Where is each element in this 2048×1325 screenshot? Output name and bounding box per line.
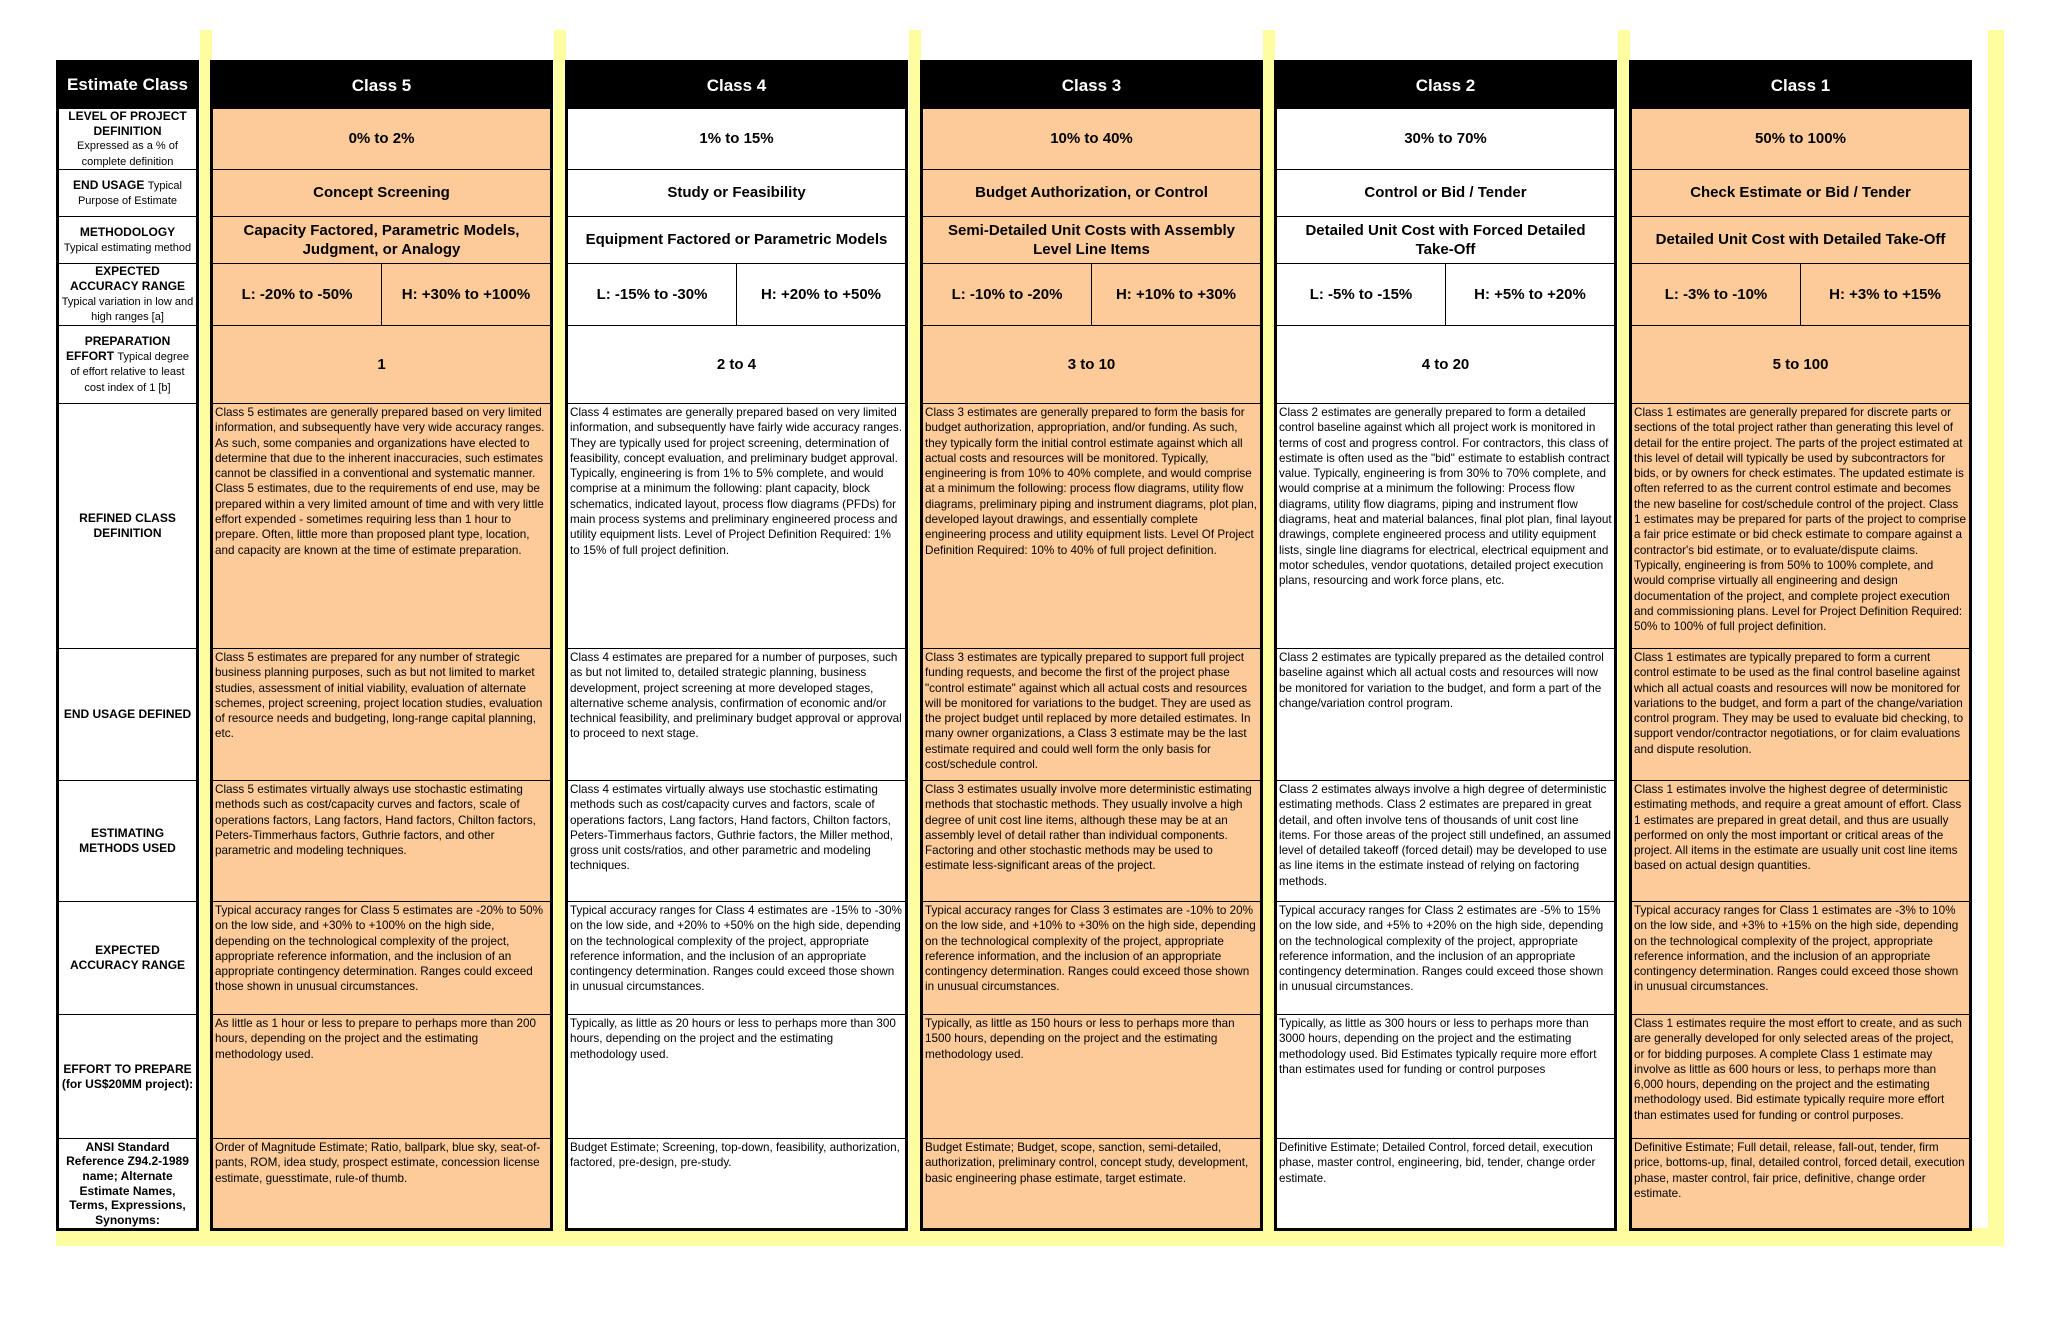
accuracy-range-cells — [1632, 263, 1969, 325]
methodology-value: Equipment Factored or Parametric Models — [568, 216, 905, 263]
methodology-value: Capacity Factored, Parametric Models, Judgment, or Analogy — [213, 216, 550, 263]
estimating-methods-text: Class 4 estimates virtually always use stochastic estimating methods such as cost/capacity curves and factors, scale of operations factors, Lang factors, Hand factors, Chilton factors, Peters-Timmerhaus factors, Guthrie factors, the Miller method, gross unit costs/ratios, and other parametric and modeling techniques. — [568, 780, 905, 901]
expected-accuracy-text: Typical accuracy ranges for Class 5 estimates are -20% to 50% on the low side, and +30% to +100% on the high side, depending on the technological complexity of the project, appropriate reference information, and the inclusion of an appropriate contingency determination. Ranges could exceed those shown in unusual circumstances. — [213, 901, 550, 1014]
end-usage-defined-text: Class 2 estimates are typically prepared as the detailed control baseline against which all actual costs and resources will now be monitored for variation to the budget, and form a part of the change/variation control program. — [1277, 648, 1614, 780]
refined-definition-text: Class 1 estimates are generally prepared for discrete parts or sections of the total project rather than generating this level of detail for the entire project. The parts of the project estimated at this level of detail will typically be used by subcontractors for bids, or by owners for check estimates. The updated estimate is often referred to as the current control estimate and becomes the new baseline for cost/schedule control of the project. Class 1 estimates may be prepared for parts of the project to comprise a fair price estimate or bid check estimate to compare against a contractor's bid estimate, or to evaluate/dispute claims. Typically, engineering is from 50% to 100% complete, and would comprise virtually all engineering and design documentation of the project, and complete project execution and commissioning plans. Level for Project Definition Required: 50% to 100% of full project definition. — [1632, 403, 1969, 648]
accuracy-high-value: H: +5% to +20% — [1445, 264, 1614, 325]
level-of-definition-value: 10% to 40% — [923, 108, 1260, 169]
refined-definition-text: Class 3 estimates are generally prepared to form the basis for budget authorization, appropriation, and/or funding. As such, they typically form the initial control estimate against which all actual costs and resources will be monitored. Typically, engineering is from 10% to 40% complete, and would comprise at a minimum the following: process flow diagrams, utility flow diagrams, preliminary piping and instrument diagrams, plot plan, developed layout drawings, and essentially complete engineering process and utility equipment lists. Level Of Project Definition Required: 10% to 40% of full project definition. — [923, 403, 1260, 648]
level-of-definition-value: 50% to 100% — [1632, 108, 1969, 169]
label-refined-class-definition: REFINED CLASS DEFINITION — [59, 403, 196, 648]
accuracy-range-cells — [1277, 263, 1614, 325]
class-3-column — [920, 60, 1263, 1231]
label-expected-accuracy: EXPECTED ACCURACY RANGE Typical variation in low and high ranges [a] — [59, 263, 196, 325]
label-methodology: METHODOLOGY Typical estimating method — [59, 216, 196, 263]
ansi-names-text: Definitive Estimate; Detailed Control, forced detail, execution phase, master control, engineering, bid, tender, change order estimate. — [1277, 1138, 1614, 1228]
level-of-definition-value: 1% to 15% — [568, 108, 905, 169]
end-usage-defined-text: Class 1 estimates are typically prepared to form a current control estimate to be used as the final control baseline against which all actual coasts and resources will now be monitored for variations to the budget, and form a part of the change/variation control program. They may be used to evaluate bid checking, to support vendor/contractor negotiations, or for claim evaluations and dispute resolution. — [1632, 648, 1969, 780]
expected-accuracy-text: Typical accuracy ranges for Class 2 estimates are -5% to 15% on the low side, and +5% to +20% on the high side, depending on the technological complexity of the project, appropriate reference information, and the inclusion of an appropriate contingency determination. Ranges could exceed those shown in unusual circumstances. — [1277, 901, 1614, 1014]
estimating-methods-text: Class 5 estimates virtually always use stochastic estimating methods such as cost/capacity curves and factors, scale of operations factors, Lang factors, Hand factors, Chilton factors, Peters-Timmerhaus factors, Guthrie factors, and other parametric and modeling techniques. — [213, 780, 550, 901]
methodology-value: Detailed Unit Cost with Forced Detailed Take-Off — [1277, 216, 1614, 263]
estimating-methods-text: Class 1 estimates involve the highest degree of deterministic estimating methods, and require a great amount of effort. Class 1 estimates are prepared in great detail, and thus are usually performed on only the most important or critical areas of the project. All items in the estimate are usually unit cost line items based on actual design quantities. — [1632, 780, 1969, 901]
label-end-usage: END USAGE Typical Purpose of Estimate — [59, 169, 196, 216]
end-usage-defined-text: Class 4 estimates are prepared for a number of purposes, such as but not limited to, detailed strategic planning, business development, project screening at more developed stages, alternative scheme analysis, confirmation of economic and/or technical feasibility, and preliminary budget approval or approval to proceed to next stage. — [568, 648, 905, 780]
accuracy-low-value: L: -5% to -15% — [1309, 286, 1413, 303]
estimating-methods-text: Class 3 estimates usually involve more deterministic estimating methods that stochastic methods. They usually involve a high degree of unit cost line items, although these may be at an assembly level of detail rather than individual components. Factoring and other stochastic methods may be used to estimate less-significant areas of the project. — [923, 780, 1260, 901]
end-usage-value: Study or Feasibility — [568, 169, 905, 216]
estimating-methods-text: Class 2 estimates always involve a high degree of deterministic estimating methods. Class 2 estimates are prepared in great detail, and often involve tens of thousands of unit cost line items. For those areas of the project still undefined, an assumed level of detailed takeoff (forced detail) may be developed to use as line items in the estimate instead of relying on factoring methods. — [1277, 780, 1614, 901]
accuracy-low-value: L: -20% to -50% — [241, 286, 353, 303]
ansi-names-text: Budget Estimate; Screening, top-down, feasibility, authorization, factored, pre-design, pre-study. — [568, 1138, 905, 1228]
accuracy-low-value: L: -15% to -30% — [596, 286, 708, 303]
accuracy-range-cells — [568, 263, 905, 325]
effort-to-prepare-text: As little as 1 hour or less to prepare to perhaps more than 200 hours, depending on the project and the estimating methodology used. — [213, 1014, 550, 1138]
ansi-names-text: Budget Estimate; Budget, scope, sanction, semi-detailed, authorization, preliminary control, concept study, development, basic engineering phase estimate, target estimate. — [923, 1138, 1260, 1228]
level-of-definition-value: 30% to 70% — [1277, 108, 1614, 169]
end-usage-value: Concept Screening — [213, 169, 550, 216]
preparation-effort-value: 2 to 4 — [568, 325, 905, 403]
label-end-usage-defined: END USAGE DEFINED — [59, 648, 196, 780]
effort-to-prepare-text: Typically, as little as 150 hours or less to perhaps more than 1500 hours, depending on the project and the estimating methodology used. — [923, 1014, 1260, 1138]
level-of-definition-value: 0% to 2% — [213, 108, 550, 169]
class-header: Class 1 — [1632, 63, 1969, 108]
row-label-column — [56, 60, 199, 1231]
expected-accuracy-text: Typical accuracy ranges for Class 1 estimates are -3% to 10% on the low side, and +3% to +15% on the high side, depending on the technological complexity of the project, appropriate reference information, and the inclusion of an appropriate contingency determination. Ranges could exceed those shown in unusual circumstances. — [1632, 901, 1969, 1014]
accuracy-low-value: L: -3% to -10% — [1664, 286, 1768, 303]
estimate-class-header: Estimate Class — [59, 63, 196, 108]
expected-accuracy-text: Typical accuracy ranges for Class 3 estimates are -10% to 20% on the low side, and +10% to +30% on the high side, depending on the technological complexity of the project, appropriate reference information, and the inclusion of an appropriate contingency determination. Ranges could exceed those shown in unusual circumstances. — [923, 901, 1260, 1014]
methodology-value: Detailed Unit Cost with Detailed Take-Off — [1632, 216, 1969, 263]
ansi-names-text: Definitive Estimate; Full detail, release, fall-out, tender, firm price, bottoms-up, final, detailed control, forced detail, execution phase, master control, fair price, definitive, change order estimate. — [1632, 1138, 1969, 1228]
end-usage-defined-text: Class 3 estimates are typically prepared to support full project funding requests, and become the first of the project phase "control estimate" against which all actual costs and resources will be monitored for variations to the budget. They are used as the project budget until replaced by more detailed estimates. In many owner organizations, a Class 3 estimate may be the last estimate required and could well form the only basis for cost/schedule control. — [923, 648, 1260, 780]
preparation-effort-value: 1 — [213, 325, 550, 403]
class-header: Class 5 — [213, 63, 550, 108]
refined-definition-text: Class 5 estimates are generally prepared based on very limited information, and subsequently have very wide accuracy ranges. As such, some companies and organizations have elected to determine that due to the inherent inaccuracies, such estimates cannot be classified in a conventional and systematic manner. Class 5 estimates, due to the requirements of end use, may be prepared within a very limited amount of time and with very little effort expended - sometimes requiring less than 1 hour to prepare. Often, little more than proposed plant type, location, and capacity are known at the time of estimate preparation. — [213, 403, 550, 648]
accuracy-high-value: H: +20% to +50% — [736, 264, 905, 325]
preparation-effort-value: 4 to 20 — [1277, 325, 1614, 403]
class-5-column — [210, 60, 553, 1231]
effort-to-prepare-text: Class 1 estimates require the most effort to create, and as such are generally developed for only selected areas of the project, or for bidding purposes. A complete Class 1 estimate may involve as little as 600 hours or less, to perhaps more than 6,000 hours, depending on the project and the estimating methodology used. Bid estimate typically require more effort than estimates used for funding or control purposes. — [1632, 1014, 1969, 1138]
effort-to-prepare-text: Typically, as little as 20 hours or less to perhaps more than 300 hours, depending on the project and the estimating methodology used. — [568, 1014, 905, 1138]
methodology-value: Semi-Detailed Unit Costs with Assembly Level Line Items — [923, 216, 1260, 263]
class-4-column — [565, 60, 908, 1231]
end-usage-value: Control or Bid / Tender — [1277, 169, 1614, 216]
accuracy-range-cells — [923, 263, 1260, 325]
class-header: Class 4 — [568, 63, 905, 108]
class-header: Class 2 — [1277, 63, 1614, 108]
class-1-column — [1629, 60, 1972, 1231]
class-2-column — [1274, 60, 1617, 1231]
refined-definition-text: Class 4 estimates are generally prepared based on very limited information, and subsequently have fairly wide accuracy ranges. They are typically used for project screening, determination of feasibility, concept evaluation, and preliminary budget approval. Typically, engineering is from 1% to 5% complete, and would comprise at a minimum the following: plant capacity, block schematics, indicated layout, process flow diagrams (PFDs) for main process systems and preliminary engineered process and utility equipment lists. Level of Project Definition Required: 1% to 15% of full project definition. — [568, 403, 905, 648]
refined-definition-text: Class 2 estimates are generally prepared to form a detailed control baseline against which all project work is monitored in terms of cost and progress control. For contractors, this class of estimate is often used as the "bid" estimate to establish contract value. Typically, engineering is from 30% to 70% complete, and would comprise at a minimum the following: Process flow diagrams, utility flow diagrams, piping and instrument flow diagrams, heat and material balances, final plot plan, final layout drawings, complete engineered process and utility equipment lists, single line diagrams for electrical, electrical equipment and motor schedules, vendor quotations, detailed project execution plans, resourcing and work force plans, etc. — [1277, 403, 1614, 648]
preparation-effort-value: 5 to 100 — [1632, 325, 1969, 403]
expected-accuracy-text: Typical accuracy ranges for Class 4 estimates are -15% to -30% on the low side, and +20% to +50% on the high side, depending on the technological complexity of the project, appropriate reference information, and the inclusion of an appropriate contingency determination. Ranges could exceed those shown in unusual circumstances. — [568, 901, 905, 1014]
end-usage-value: Check Estimate or Bid / Tender — [1632, 169, 1969, 216]
accuracy-high-value: H: +10% to +30% — [1091, 264, 1260, 325]
end-usage-defined-text: Class 5 estimates are prepared for any number of strategic business planning purposes, such as but not limited to market studies, assessment of initial viability, evaluation of alternate schemes, project screening, project location studies, evaluation of resource needs and budgeting, long-range capital planning, etc. — [213, 648, 550, 780]
label-estimating-methods: ESTIMATING METHODS USED — [59, 780, 196, 901]
label-ansi-reference: ANSI Standard Reference Z94.2-1989 name; Alternate Estimate Names, Terms, Expressions, Synonyms: — [59, 1138, 196, 1228]
label-effort-to-prepare: EFFORT TO PREPARE (for US$20MM project): — [59, 1014, 196, 1138]
preparation-effort-value: 3 to 10 — [923, 325, 1260, 403]
ansi-names-text: Order of Magnitude Estimate; Ratio, ballpark, blue sky, seat-of-pants, ROM, idea study, prospect estimate, concession license estimate, guesstimate, rule-of thumb. — [213, 1138, 550, 1228]
effort-to-prepare-text: Typically, as little as 300 hours or less to perhaps more than 3000 hours, depending on the project and the estimating methodology used. Bid Estimates typically require more effort than estimates used for funding or control purposes — [1277, 1014, 1614, 1138]
end-usage-value: Budget Authorization, or Control — [923, 169, 1260, 216]
label-level-of-definition: LEVEL OF PROJECT DEFINITION Expressed as a % of complete definition — [59, 108, 196, 169]
label-preparation-effort: PREPARATION EFFORT Typical degree of effort relative to least cost index of 1 [b] — [59, 325, 196, 403]
accuracy-high-value: H: +30% to +100% — [381, 264, 550, 325]
yellow-band-6 — [1988, 30, 2004, 1246]
accuracy-range-cells — [213, 263, 550, 325]
accuracy-high-value: H: +3% to +15% — [1800, 264, 1969, 325]
class-header: Class 3 — [923, 63, 1260, 108]
accuracy-low-value: L: -10% to -20% — [951, 286, 1063, 303]
label-expected-accuracy-range: EXPECTED ACCURACY RANGE — [59, 901, 196, 1014]
